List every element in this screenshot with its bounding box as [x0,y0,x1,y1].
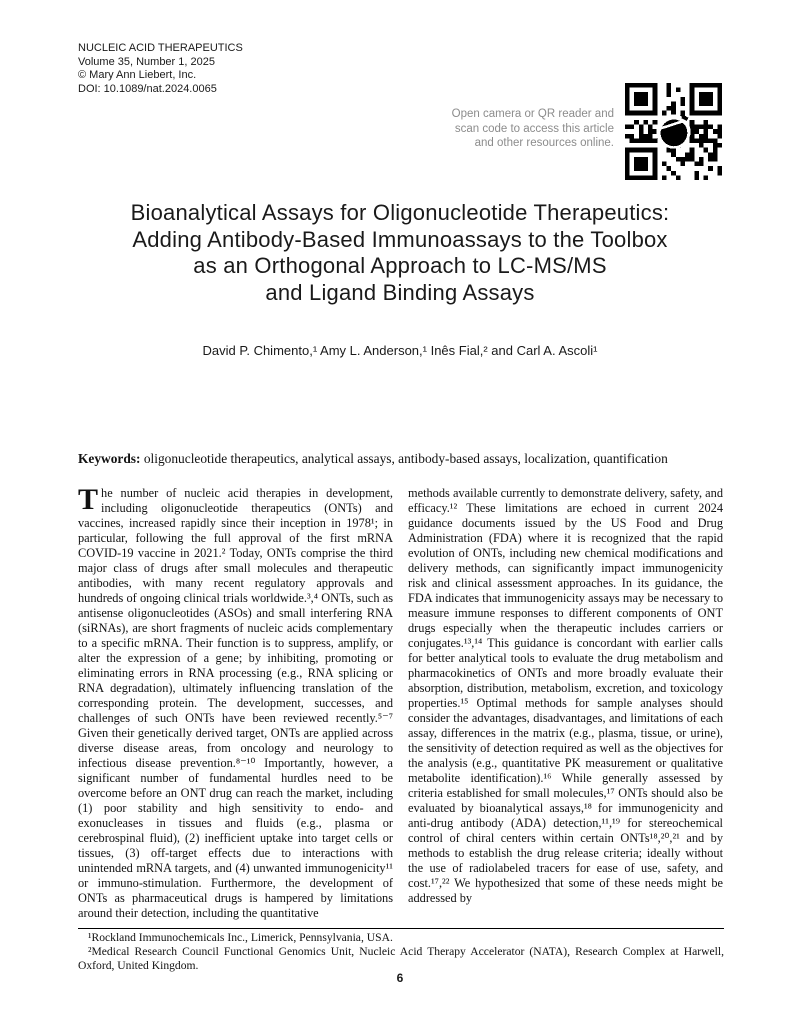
journal-issue: Volume 35, Number 1, 2025 [78,55,215,68]
footnote-divider [78,928,724,929]
footnotes [78,931,724,972]
footnote-affiliation-1: ¹Rockland Immunochemicals Inc., Limerick, Pennsylvania, USA. [88,931,393,944]
qr-caption-line: and other resources online. [474,137,614,149]
title-line-3: as an Orthogonal Approach to LC-MS/MS [193,253,607,278]
keywords-text: oligonucleotide therapeutics, analytical assays, antibody-based assays, localization, quantification [140,451,668,466]
title-line-2: Adding Antibody-Based Immunoassays to the Toolbox [132,226,668,252]
body-left-text: he number of nucleic acid therapies in development, including oligonucleotide therapeutics (ONTs) and vaccines, increased rapidly since their inception in 1978¹; in particular, following the full approval of the first mRNA COVID-19 vaccine in 2021.² Today, ONTs comprise the third major class of drugs after small molecules and therapeutic antibodies, with many recent regulatory approvals and hundreds of ongoing clinical trials worldwide.³,⁴ ONTs, such as antisense oligonucleotides (ASOs) and small interfering RNA (siRNAs), are short fragments of nucleic acids complementary to a specific mRNA. Their function is to suppress, amplify, or alter the expression of a gene; by inhibiting, promoting or eliminating errors in RNA processing (e.g., RNA splicing or RNA degradation), ultimately influencing translation of the corresponding protein. The development, successes, and challenges of such ONTs have been reviewed recently.⁵⁻⁷ Given their genetically derived target, ONTs are applied across diverse disease areas, from oncology and neurology to infectious disease prevention.⁸⁻¹⁰ Importantly, however, a significant number of fundamental hurdles need to be overcome before an ONT drug can reach the market, including (1) poor stability and high sensitivity to endo- and exonucleases in tissues and fluids (e.g., plasma or cerebrospinal fluid), (2) inefficient uptake into target cells or tissues, (3) off-target effects due to interactions with unintended mRNA targets, and (4) unwanted immunogenicity¹¹ or immuno-stimulation. Furthermore, the development of ONTs as pharmaceutical drugs is hampered by limitations around their detection, including the quantitative [78,486,393,920]
qr-caption [354,107,614,151]
qr-code [625,83,722,180]
article-title [0,200,800,306]
body-column-left [78,486,393,924]
journal-name: NUCLEIC ACID THERAPEUTICS [78,42,243,54]
keywords-line [78,451,724,467]
article-body [78,486,724,924]
body-right-text: methods available currently to demonstrate delivery, safety, and efficacy.¹² These limitations are echoed in current 2024 guidance documents issued by the US Food and Drug Administration (FDA) where it is recognized that the rapid evolution of ONTs, including new chemical modifications and delivery methods, can significantly impact immunogenicity risk and clinical assessment approaches. In its guidance, the FDA indicates that immunogenicity assays may be necessary to measure immune responses to different components of ONT drugs especially when the therapeutic includes carriers or conjugates.¹³,¹⁴ This guidance is concordant with earlier calls for better analytical tools to evaluate the drug metabolism and pharmacokinetics of ONTs and more broadly evaluate their absorption, distribution, metabolism, excretion, and toxicology properties.¹⁵ Optimal methods for sample analyses should consider the advantages, disadvantages, and limitations of each assay, differences in the matrix (e.g., plasma, tissue, or urine), the sensitivity of detection required as well as the objectives for the analysis (e.g., quantitative PK measurement or qualitative metabolite identification).¹⁶ While generally assessed by criteria established for small molecules,¹⁷ ONTs should also be evaluated by bioanalytical assays,¹⁸ for immunogenicity and anti-drug antibody (ADA) detection,¹¹,¹⁹ for stereochemical control of chiral centers within certain ONTs¹⁸,²⁰,²¹ and by methods to establish the drug release criteria; ideally without the use of radiolabeled tracers for ease of use, safety, and cost.¹⁷,²² We hypothesized that some of these needs might be addressed by [408,486,723,905]
journal-header [78,42,243,96]
body-column-right [408,486,723,924]
qr-caption-line: Open camera or QR reader and [451,108,614,120]
footnote-affiliation-2: ²Medical Research Council Functional Genomics Unit, Nucleic Acid Therapy Accelerator (NATA), Research Complex at Harwell, Oxford, United Kingdom. [78,944,724,972]
keywords-label: Keywords: [78,451,141,466]
dropcap: T [78,486,99,516]
qr-caption-line: scan code to access this article [454,122,614,135]
page-number: 6 [396,971,404,985]
author-list: David P. Chimento,¹ Amy L. Anderson,¹ Inês Fial,² and Carl A. Ascoli¹ [202,343,598,358]
title-line-1: Bioanalytical Assays for Oligonucleotide Therapeutics: [130,200,670,225]
journal-doi: DOI: 10.1089/nat.2024.0065 [78,82,217,95]
title-line-4: and Ligand Binding Assays [265,279,535,305]
journal-copyright: © Mary Ann Liebert, Inc. [78,69,197,81]
qr-code-graphic [625,83,722,180]
